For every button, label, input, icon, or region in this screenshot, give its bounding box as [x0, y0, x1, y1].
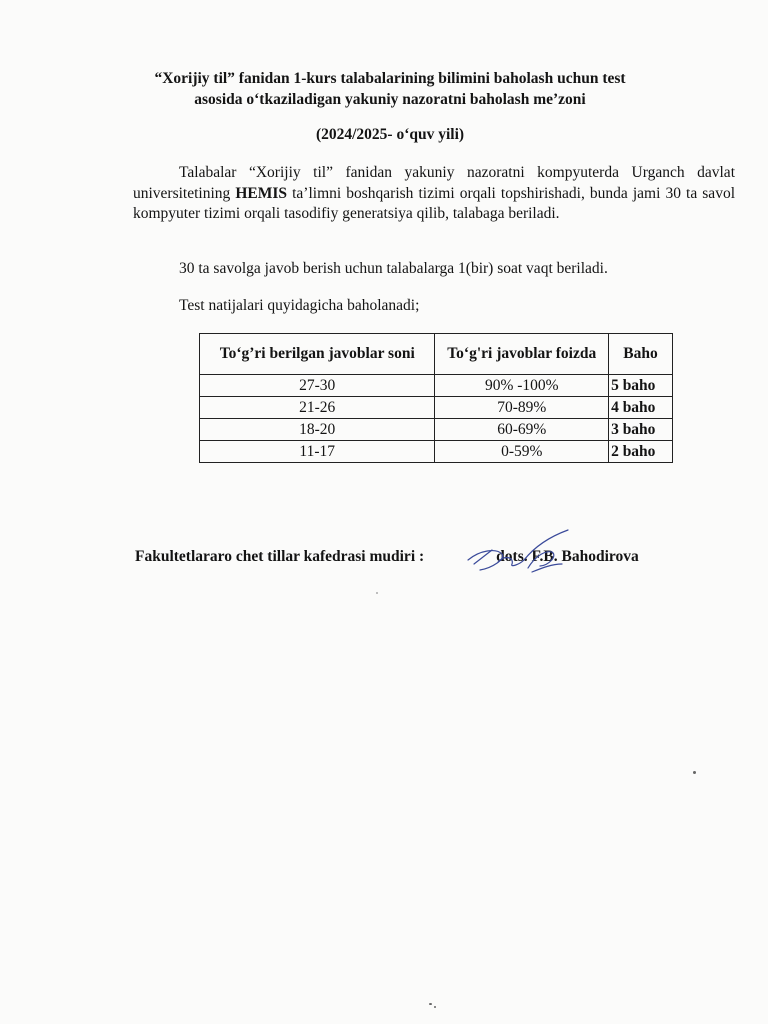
paper-speck: [434, 1006, 436, 1008]
signatory-name: dots. F.B. Bahodirova: [496, 548, 639, 565]
cell-count: 21-26: [200, 397, 435, 419]
paragraph-text-end: ta’limni boshqarish tizimi orqali topshirishadi, bunda jami 30 ta savol kompyuter tizimi orqali tasodifiy generatsiya qilib, talabaga beriladi.: [133, 184, 735, 222]
cell-grade: 2 baho: [609, 441, 673, 463]
cell-grade: 5 baho: [609, 375, 673, 397]
table-row: [200, 397, 673, 419]
cell-count: 27-30: [200, 375, 435, 397]
academic-year: (2024/2025- o‘quv yili): [315, 126, 465, 143]
grading-table: [199, 333, 673, 463]
cell-grade: 4 baho: [609, 397, 673, 419]
handwritten-signature: [462, 528, 572, 580]
cell-percent: 0-59%: [435, 441, 609, 463]
cell-percent: 60-69%: [435, 419, 609, 441]
table-row: [200, 375, 673, 397]
cell-count: 11-17: [200, 441, 435, 463]
header-correct-answers-percent: To‘g'ri javoblar foizda: [435, 334, 609, 375]
paper-speck: [429, 1003, 432, 1005]
cell-percent: 90% -100%: [435, 375, 609, 397]
hemis-system-name: HEMIS: [235, 184, 288, 202]
header-grade: Baho: [609, 334, 673, 375]
paper-speck: [376, 592, 378, 594]
cell-percent: 70-89%: [435, 397, 609, 419]
title-line-1: “Xorijiy til” fanidan 1-kurs talabalarining bilimini baholash uchun test: [154, 70, 626, 87]
signatory-position: Fakultetlararo chet tillar kafedrasi mudiri :: [135, 548, 425, 565]
title-line-2: asosida o‘tkaziladigan yakuniy nazoratni baholash me’zoni: [194, 91, 586, 108]
table-header-row: [200, 334, 673, 375]
cell-count: 18-20: [200, 419, 435, 441]
table-row: [200, 441, 673, 463]
paragraph-time-limit: 30 ta savolga javob berish uchun talabalarga 1(bir) soat vaqt beriladi.: [179, 260, 608, 277]
cell-grade: 3 baho: [609, 419, 673, 441]
paragraph-text-start: Talabalar “Xorijiy til” fanidan yakuniy nazoratni kompyuterda Urganch davlat universitetining: [133, 164, 735, 202]
paragraph-grading-intro: Test natijalari quyidagicha baholanadi;: [179, 297, 420, 314]
document-title: [110, 68, 670, 110]
table-row: [200, 419, 673, 441]
header-correct-answers-count: To‘g’ri berilgan javoblar soni: [200, 334, 435, 375]
paper-speck: [693, 771, 696, 774]
paragraph-exam-procedure: [133, 163, 735, 225]
